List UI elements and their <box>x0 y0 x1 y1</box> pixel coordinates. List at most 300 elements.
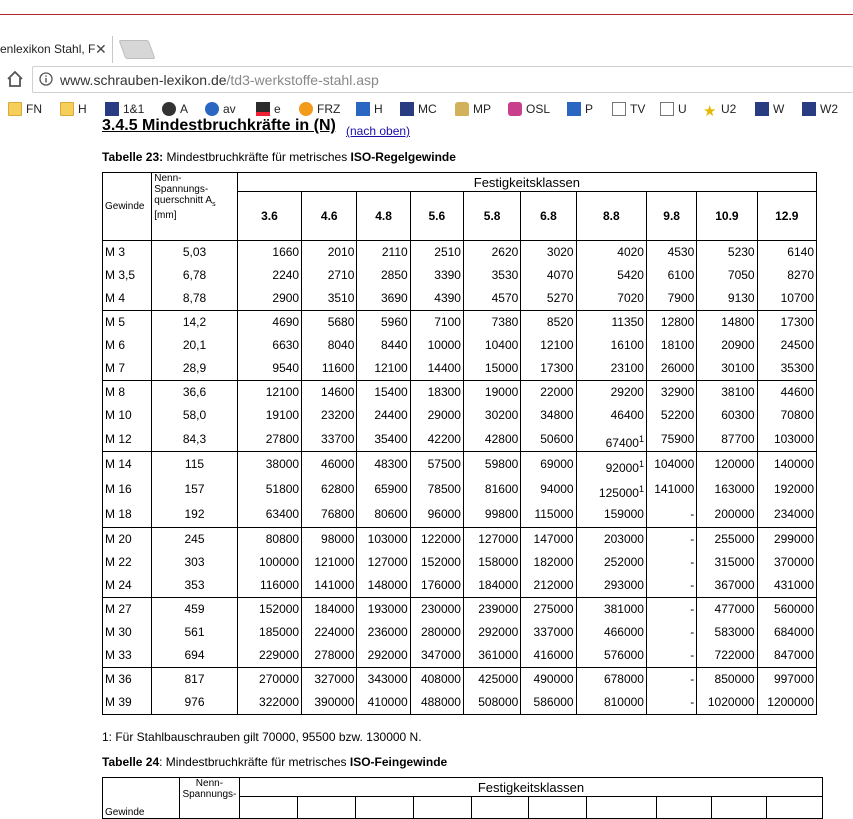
value-cell <box>757 241 816 311</box>
header-nenn: Nenn- Spannungs- <box>179 778 239 819</box>
caption-mid: : Mindestbruchkräfte für metrisches <box>159 755 350 769</box>
class-cell <box>712 797 767 819</box>
table-cell: 57500 <box>427 457 461 471</box>
bookmark-label: OSL <box>526 102 551 116</box>
table-cell: 1020000 <box>707 695 755 709</box>
table-cell <box>579 452 644 477</box>
table-row-group <box>103 381 817 452</box>
table-cell: 30200 <box>484 408 519 422</box>
value-cell <box>576 311 646 381</box>
table-cell: 255000 <box>714 532 755 546</box>
folder-icon <box>8 102 22 116</box>
table-cell: 8,78 <box>182 291 207 305</box>
tab-strip <box>0 36 853 63</box>
table-cell: 678000 <box>603 672 644 686</box>
table-cell: 19100 <box>265 408 300 422</box>
table-cell: 18100 <box>660 338 695 352</box>
table-cell: 185000 <box>259 625 300 639</box>
table-cell: 104000 <box>654 457 695 471</box>
table-cell: 847000 <box>773 648 814 662</box>
table-cell: 4020 <box>617 245 644 259</box>
table-row-group <box>103 311 817 381</box>
table-cell: 159000 <box>603 507 644 521</box>
header-class-4-6: 4.6 <box>302 192 357 241</box>
value-cell <box>302 528 357 598</box>
bookmark-osl[interactable] <box>508 99 550 120</box>
bookmark-p[interactable] <box>567 99 593 120</box>
window-top-border <box>0 14 853 15</box>
value-cell <box>646 241 696 311</box>
header-nenn-text: Nenn- Spannungs- querschnitt A <box>154 173 213 206</box>
class-cell <box>657 797 712 819</box>
table-cell: 850000 <box>714 672 755 686</box>
table-cell: M 4 <box>105 291 126 305</box>
table-cell: 322000 <box>259 695 300 709</box>
site-icon <box>400 102 414 116</box>
table-cell: 23100 <box>610 361 644 375</box>
table-cell: 2510 <box>434 245 461 259</box>
table-cell: M 10 <box>105 408 132 422</box>
table-cell: 8040 <box>327 338 355 352</box>
site-icon <box>299 102 313 116</box>
bookmark-label: FRZ <box>317 102 341 116</box>
url-text <box>60 72 379 88</box>
table-cell: 80600 <box>374 507 408 521</box>
nenn-cell <box>152 381 237 452</box>
value-cell <box>757 311 816 381</box>
table-cell: 694 <box>184 648 205 662</box>
table-cell: M 24 <box>105 578 132 592</box>
bookmark-label: TV <box>630 102 646 116</box>
value-cell <box>302 452 357 528</box>
value-cell <box>521 598 576 668</box>
value-cell <box>302 668 357 715</box>
value-cell <box>697 381 757 452</box>
page-content <box>0 117 853 818</box>
value-cell <box>757 452 816 528</box>
value-cell <box>646 381 696 452</box>
value-cell <box>697 598 757 668</box>
table-cell: 299000 <box>773 532 814 546</box>
table-cell: M 14 <box>105 457 132 471</box>
value-cell <box>410 528 463 598</box>
table-cell: M 30 <box>105 625 132 639</box>
table-cell: 182000 <box>533 555 574 569</box>
table-cell: 34800 <box>540 408 574 422</box>
value-cell <box>410 381 463 452</box>
value-cell <box>357 241 410 311</box>
bookmark-w2[interactable] <box>802 99 838 120</box>
table-cell: 390000 <box>314 695 355 709</box>
gewinde-cell <box>103 381 152 452</box>
table-cell: 343000 <box>367 672 408 686</box>
table-cell: 490000 <box>533 672 574 686</box>
lock-icon <box>455 102 469 116</box>
table-cell: 583000 <box>714 625 755 639</box>
table-cell: 176000 <box>420 578 461 592</box>
bookmark-label: H <box>78 102 87 116</box>
table-cell: 58,0 <box>182 408 207 422</box>
table-cell: 127000 <box>478 532 519 546</box>
table-cell: 103000 <box>367 532 408 546</box>
table-cell: 184000 <box>314 602 355 616</box>
value-cell <box>576 528 646 598</box>
table-cell: 3510 <box>327 291 355 305</box>
value-cell <box>646 598 696 668</box>
table-row-group <box>103 668 817 715</box>
gewinde-cell <box>103 668 152 715</box>
table-cell: 508000 <box>478 695 519 709</box>
table-cell: - <box>690 648 695 662</box>
value-cell <box>463 452 520 528</box>
value-cell <box>463 528 520 598</box>
value-cell <box>697 311 757 381</box>
url-path: /td3-werkstoffe-stahl.asp <box>226 72 379 88</box>
table-cell: 70800 <box>780 408 814 422</box>
value-cell <box>697 668 757 715</box>
table-cell: - <box>690 507 695 521</box>
table-cell: 22000 <box>540 385 574 399</box>
table-cell: 431000 <box>773 578 814 592</box>
value-cell <box>410 241 463 311</box>
table-cell: 35300 <box>780 361 814 375</box>
value-cell <box>697 452 757 528</box>
value-cell <box>576 241 646 311</box>
table-cell: 361000 <box>478 648 519 662</box>
table-cell: 17300 <box>780 315 814 329</box>
value-cell <box>646 528 696 598</box>
bookmark-tv[interactable] <box>612 99 645 120</box>
gewinde-cell <box>103 452 152 528</box>
table-cell: 252000 <box>603 555 644 569</box>
home-icon[interactable] <box>4 68 26 90</box>
table24-caption <box>102 755 447 769</box>
gewinde-cell <box>103 311 152 381</box>
value-cell <box>357 381 410 452</box>
table-cell: 280000 <box>420 625 461 639</box>
table-row-group <box>103 452 817 528</box>
nenn-cell <box>152 598 237 668</box>
value-cell <box>757 668 816 715</box>
value-cell <box>463 598 520 668</box>
section-heading: 3.4.5 Mindestbruchkräfte in (N) <box>102 117 336 134</box>
bookmark-label: W2 <box>820 102 838 116</box>
table-cell: 148000 <box>367 578 408 592</box>
table-cell: 8520 <box>546 315 574 329</box>
class-cell <box>529 797 587 819</box>
bookmark-w[interactable] <box>755 99 784 120</box>
table-cell: 11600 <box>321 361 355 375</box>
table-cell: 4070 <box>546 268 574 282</box>
table-cell: 23200 <box>321 408 355 422</box>
table-cell: 997000 <box>773 672 814 686</box>
table-cell: 410000 <box>367 695 408 709</box>
value-cell <box>410 311 463 381</box>
table-cell: 5270 <box>546 291 574 305</box>
table-cell: 275000 <box>533 602 574 616</box>
new-tab-button[interactable] <box>119 40 156 59</box>
table-cell: M 7 <box>105 361 126 375</box>
table-cell: 103000 <box>773 432 814 446</box>
bookmark-label: MP <box>473 102 491 116</box>
table-cell: 35400 <box>374 432 408 446</box>
table-cell: 141000 <box>314 578 355 592</box>
table-cell: 152000 <box>420 555 461 569</box>
table-cell: 18300 <box>427 385 461 399</box>
table-cell: 560000 <box>773 602 814 616</box>
table-cell <box>579 477 644 502</box>
table-cell: 684000 <box>773 625 814 639</box>
footnote-marker: 1 <box>638 459 644 469</box>
table-cell: - <box>690 625 695 639</box>
header-class-9-8: 9.8 <box>646 192 696 241</box>
table-cell: 810000 <box>603 695 644 709</box>
table-cell: 477000 <box>714 602 755 616</box>
header-class-6-8: 6.8 <box>521 192 576 241</box>
table-cell: 4690 <box>272 315 300 329</box>
table-cell: 8270 <box>787 268 814 282</box>
table-cell: 303 <box>184 555 205 569</box>
page-icon <box>660 102 674 116</box>
value-cell <box>576 668 646 715</box>
bookmark-label: e <box>274 102 281 116</box>
value-cell <box>521 528 576 598</box>
table-cell: 212000 <box>533 578 574 592</box>
table-cell: 69000 <box>540 457 574 471</box>
bookmark-fn[interactable] <box>8 99 42 120</box>
table-cell: 62800 <box>321 482 355 496</box>
table-cell: 7020 <box>617 291 644 305</box>
value-cell <box>697 241 757 311</box>
bookmark-u[interactable] <box>660 99 687 120</box>
table-cell: 459 <box>184 602 205 616</box>
value-cell <box>410 668 463 715</box>
value-cell <box>463 311 520 381</box>
nenn-cell <box>152 668 237 715</box>
table-cell: 10700 <box>780 291 814 305</box>
value-cell <box>521 311 576 381</box>
table-cell: 157 <box>184 482 205 496</box>
table-cell: M 8 <box>105 385 126 399</box>
site-icon <box>256 102 270 116</box>
site-icon <box>755 102 769 116</box>
table-cell: 51800 <box>265 482 300 496</box>
table-cell: 116000 <box>259 578 300 592</box>
header-festigkeitsklassen: Festigkeitsklassen <box>239 778 822 797</box>
value-cell <box>302 598 357 668</box>
header-class-12-9: 12.9 <box>757 192 816 241</box>
table-row-group <box>103 241 817 311</box>
page-icon <box>612 102 626 116</box>
table-cell: M 5 <box>105 315 126 329</box>
table-cell: - <box>690 695 695 709</box>
header-nenn-unit: [mm] <box>154 210 177 221</box>
table-cell: 230000 <box>420 602 461 616</box>
footnote-marker: 1 <box>638 434 644 444</box>
site-icon <box>205 102 219 116</box>
table-cell: - <box>690 602 695 616</box>
header-class-5-6: 5.6 <box>410 192 463 241</box>
class-cell <box>471 797 529 819</box>
table-cell: 200000 <box>714 507 755 521</box>
value-cell <box>357 528 410 598</box>
address-bar[interactable] <box>32 66 853 93</box>
table-cell: 292000 <box>367 648 408 662</box>
table-cell: 347000 <box>420 648 461 662</box>
table-cell: 5420 <box>617 268 644 282</box>
value-cell <box>521 381 576 452</box>
table-cell: 3020 <box>546 245 574 259</box>
bookmark-h[interactable] <box>60 99 87 120</box>
table-cell: 203000 <box>603 532 644 546</box>
bookmark-u2[interactable] <box>703 99 736 120</box>
table-cell: 127000 <box>367 555 408 569</box>
table-cell: 381000 <box>603 602 644 616</box>
value-cell <box>757 381 816 452</box>
table-cell: 14400 <box>427 361 461 375</box>
table-cell: 2110 <box>381 245 408 259</box>
table-cell: 63400 <box>265 507 300 521</box>
bookmark-h2[interactable] <box>356 99 383 120</box>
table-cell: 60300 <box>721 408 755 422</box>
bookmark-label: P <box>585 102 594 116</box>
table-cell: M 3 <box>105 245 126 259</box>
table-cell: 32900 <box>660 385 695 399</box>
table-cell: 152000 <box>259 602 300 616</box>
table-cell: 17300 <box>540 361 574 375</box>
table-cell: 140000 <box>773 457 814 471</box>
gewinde-cell <box>103 528 152 598</box>
cell-value: 92000 <box>605 461 639 475</box>
table-cell: M 33 <box>105 648 132 662</box>
table-cell: 586000 <box>533 695 574 709</box>
table-cell: 44600 <box>780 385 814 399</box>
value-cell <box>757 528 816 598</box>
site-icon <box>356 102 370 116</box>
table-cell: 38000 <box>265 457 300 471</box>
class-cell <box>413 797 471 819</box>
table-cell: 193000 <box>367 602 408 616</box>
table-cell: 353 <box>184 578 205 592</box>
value-cell <box>646 668 696 715</box>
value-cell <box>576 381 646 452</box>
table-cell: M 16 <box>105 482 132 496</box>
class-cell <box>355 797 413 819</box>
nenn-cell <box>152 452 237 528</box>
table-cell: 120000 <box>714 457 755 471</box>
omnibar <box>0 66 853 94</box>
close-icon[interactable]: ✕ <box>95 41 107 57</box>
table-cell: 147000 <box>533 532 574 546</box>
table-cell: 293000 <box>603 578 644 592</box>
bookmark-label: A <box>180 102 189 116</box>
value-cell <box>237 241 301 311</box>
table-cell: 292000 <box>478 625 519 639</box>
header-nenn-sub: s <box>212 201 216 208</box>
table-cell: 19000 <box>484 385 519 399</box>
value-cell <box>463 668 520 715</box>
strength-table-fine <box>102 777 823 819</box>
value-cell <box>302 241 357 311</box>
table-cell: 6,78 <box>182 268 207 282</box>
strength-table <box>102 172 817 715</box>
table-cell: 576000 <box>603 648 644 662</box>
table-cell: 337000 <box>533 625 574 639</box>
table-cell: 12100 <box>540 338 574 352</box>
value-cell <box>521 241 576 311</box>
table-cell: 12800 <box>660 315 695 329</box>
table-cell: 27800 <box>265 432 300 446</box>
table-cell: 115000 <box>534 507 574 521</box>
info-icon[interactable] <box>39 72 53 86</box>
table-cell: 11350 <box>611 315 644 329</box>
table-cell: 315000 <box>714 555 755 569</box>
table-cell: 46000 <box>321 457 355 471</box>
table-cell: 24400 <box>374 408 408 422</box>
table-cell: 20900 <box>721 338 755 352</box>
bookmark-mp[interactable] <box>455 99 491 120</box>
table-header-row-1 <box>103 778 823 797</box>
table-cell: 5960 <box>380 315 408 329</box>
table-cell: 100000 <box>259 555 300 569</box>
value-cell <box>410 452 463 528</box>
table-cell: 7050 <box>727 268 755 282</box>
tab-title: enlexikon Stahl, F <box>0 42 96 56</box>
cell-value: 125000 <box>598 486 639 500</box>
table-cell: 239000 <box>478 602 519 616</box>
star-icon: ★ <box>703 103 717 120</box>
browser-tab[interactable] <box>0 36 113 63</box>
table-cell: 7100 <box>434 315 461 329</box>
table-cell: 270000 <box>259 672 300 686</box>
bookmark-label: U2 <box>721 102 737 116</box>
table-cell: 192 <box>184 507 205 521</box>
bookmark-label: U <box>678 102 687 116</box>
table-cell: 122000 <box>420 532 461 546</box>
value-cell <box>357 311 410 381</box>
value-cell <box>357 598 410 668</box>
table-cell: 7380 <box>491 315 519 329</box>
table-cell: 80800 <box>265 532 300 546</box>
caption-bold: ISO-Regelgewinde <box>350 150 456 164</box>
header-nenn <box>152 173 237 241</box>
table-cell: 4390 <box>434 291 461 305</box>
table-cell: 4530 <box>667 245 695 259</box>
back-to-top-link[interactable]: (nach oben) <box>346 124 411 138</box>
table-cell: 10000 <box>427 338 461 352</box>
table-cell: 8440 <box>380 338 408 352</box>
table-cell: 278000 <box>314 648 355 662</box>
value-cell <box>237 598 301 668</box>
table-cell: 408000 <box>420 672 461 686</box>
value-cell <box>237 452 301 528</box>
table-header-row-1 <box>103 173 817 192</box>
bookmark-mc[interactable] <box>400 99 437 120</box>
table-cell: 9540 <box>272 361 300 375</box>
table-cell: 245 <box>184 532 205 546</box>
value-cell <box>302 311 357 381</box>
table-cell: 26000 <box>660 361 695 375</box>
table-cell: M 27 <box>105 602 132 616</box>
header-gewinde: Gewinde <box>103 778 180 819</box>
table-cell: 1660 <box>272 245 300 259</box>
table-cell: 2240 <box>272 268 300 282</box>
table-cell: 30100 <box>721 361 755 375</box>
table-cell: M 18 <box>105 507 132 521</box>
table-cell: 2710 <box>327 268 355 282</box>
value-cell <box>463 381 520 452</box>
table-cell: 488000 <box>420 695 461 709</box>
